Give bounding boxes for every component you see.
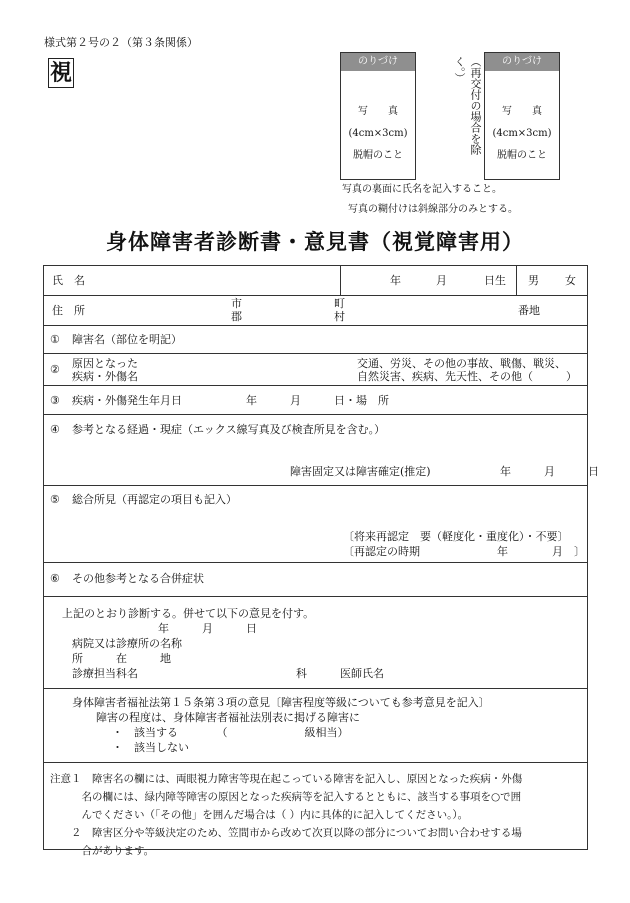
row5-recert: 〔将来再認定 要（軽度化・重度化）・不要〕	[343, 530, 569, 543]
row5-number: ⑤	[50, 493, 60, 506]
photo-instruction: 脱帽のこと	[497, 150, 547, 161]
row-divider	[43, 562, 588, 563]
row-divider	[43, 414, 588, 415]
row2-cause-b: 自然災害、疾病、先天性、その他（ ）	[357, 370, 577, 383]
row2-label-b: 疾病・外傷名	[72, 370, 138, 383]
photo-box-left	[340, 52, 416, 180]
address-label: 住 所	[52, 304, 85, 317]
row6-label: その他参考となる合併症状	[72, 572, 204, 585]
glue-label: のりづけ	[485, 53, 559, 71]
note-1c: んでください（「その他」を囲んだ場合は（ ）内に具体的に記入してください。）。	[50, 809, 469, 821]
visual-stamp: 視	[49, 60, 72, 86]
note-2a: ２ 障害区分や等級決定のため、笠間市から改めて次頁以降の部分についてお問い合わせする場	[50, 827, 522, 839]
birth-month: 月	[436, 274, 447, 287]
row-divider	[43, 295, 588, 296]
sex-female: 女	[565, 274, 576, 287]
photo-instruction: 脱帽のこと	[353, 150, 403, 161]
row-divider	[43, 596, 588, 597]
row1-label: 障害名（部位を明記）	[72, 333, 182, 346]
row3-date-place: 年 月 日・場 所	[246, 394, 389, 407]
row-divider	[43, 688, 588, 689]
diagnosis-date: 年 月 日	[158, 622, 257, 635]
address-banchi: 番地	[518, 304, 540, 317]
row4-number: ④	[50, 423, 60, 436]
row2-number: ②	[50, 363, 60, 376]
doctor-name-label: 科 医師氏名	[296, 667, 384, 680]
photo-note-1: 写真の裏面に氏名を記入すること。	[342, 184, 502, 195]
birth-day: 日生	[484, 274, 506, 287]
col-divider	[340, 265, 341, 295]
row-divider	[43, 485, 588, 486]
opinion-not-applicable: ・ 該当しない	[112, 741, 189, 754]
row6-number: ⑥	[50, 572, 60, 585]
row5-recert-time: 〔再認定の時期 年 月 〕	[343, 545, 585, 558]
opinion-text: 障害の程度は、身体障害者福祉法別表に掲げる障害に	[96, 711, 360, 724]
sex-male: 男	[528, 274, 539, 287]
row-divider	[43, 353, 588, 354]
name-label: 氏 名	[52, 274, 85, 287]
page-title: 身体障害者診断書・意見書（視覚障害用）	[106, 229, 524, 254]
reissue-note: （再交付の場合を除く。）	[453, 56, 482, 155]
note-2b: 合があります。	[50, 845, 155, 857]
photo-label: 写 真	[502, 106, 542, 117]
photo-note-2: 写真の糊付けは斜線部分のみとする。	[348, 204, 518, 215]
address-gun: 郡	[231, 310, 242, 323]
row5-label: 総合所見（再認定の項目も記入）	[72, 493, 237, 506]
row1-number: ①	[50, 333, 60, 346]
row-divider	[43, 385, 588, 386]
photo-size: (4cm×3cm)	[348, 128, 408, 139]
note-1a: 注意１ 障害名の欄には、両眼視力障害等現在起こっている障害を記入し、原因となった疾病・外傷	[50, 773, 523, 785]
photo-box-right	[484, 52, 560, 180]
form-number: 様式第２号の２（第３条関係）	[44, 36, 198, 49]
glue-label: のりづけ	[341, 53, 415, 71]
birth-year: 年	[390, 274, 401, 287]
address-shi: 市	[231, 297, 242, 310]
row3-label: 疾病・外傷発生年月日	[72, 394, 182, 407]
department-label: 診療担当科名	[72, 667, 138, 680]
opinion-applicable: ・ 該当する （ 級相当）	[112, 726, 349, 739]
col-divider	[516, 265, 517, 295]
row-divider	[43, 325, 588, 326]
row4-fixed-date: 年 月 日	[500, 465, 599, 478]
row2-cause-a: 交通、労災、その他の事故、戦傷、戦災、	[357, 357, 566, 370]
notes-section	[50, 770, 584, 860]
address-machi: 町	[334, 297, 345, 310]
diagnosis-statement: 上記のとおり診断する。併せて以下の意見を付す。	[62, 607, 315, 620]
row-divider	[43, 762, 588, 763]
photo-label: 写 真	[358, 106, 398, 117]
row2-label-a: 原因となった	[72, 357, 138, 370]
hospital-address-label: 所 在 地	[72, 652, 171, 665]
opinion-heading: 身体障害者福祉法第１５条第３項の意見〔障害程度等級についても参考意見を記入〕	[72, 696, 490, 709]
address-mura: 村	[334, 310, 345, 323]
row4-fixed-label: 障害固定又は障害確定(推定)	[290, 465, 431, 478]
hospital-name-label: 病院又は診療所の名称	[72, 637, 182, 650]
row3-number: ③	[50, 394, 60, 407]
note-1b: 名の欄には、緑内障等障害の原因となった疾病等を記入するとともに、該当する事項を○で囲	[50, 791, 522, 803]
photo-size: (4cm×3cm)	[492, 128, 552, 139]
row4-label: 参考となる経過・現症（エックス線写真及び検査所見を含む。）	[72, 423, 386, 436]
